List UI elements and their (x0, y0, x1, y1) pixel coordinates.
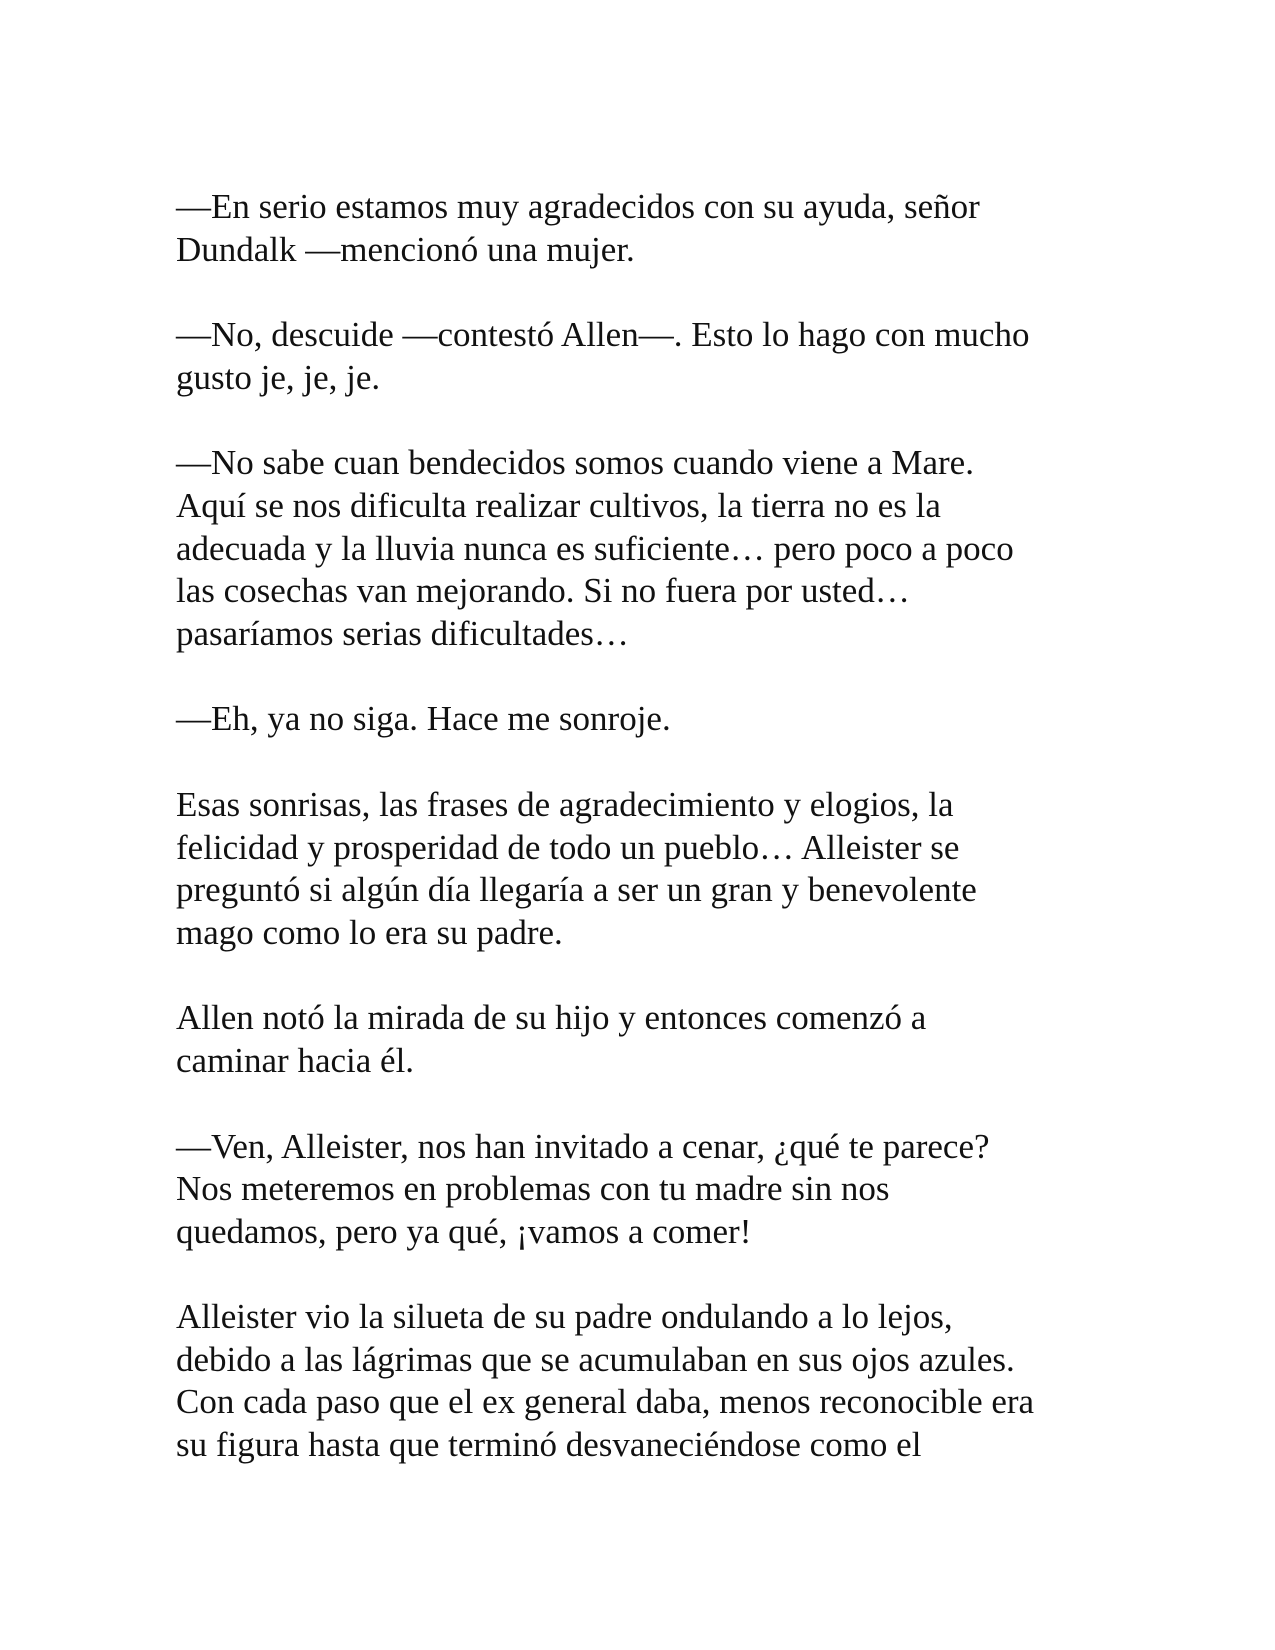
text-line: caminar hacia él. (176, 1040, 415, 1080)
text-line: —No sabe cuan bendecidos somos cuando viene a Mare. (176, 443, 974, 483)
paragraph-5 (176, 784, 1111, 954)
text-line: mago como lo era su padre. (176, 912, 563, 952)
text-line: Aquí se nos dificulta realizar cultivos, la tierra no es la (176, 485, 941, 525)
text-line: Esas sonrisas, las frases de agradecimiento y elogios, la (176, 784, 954, 824)
paragraph-2 (176, 314, 1111, 399)
text-line: Alleister vio la silueta de su padre ondulando a lo lejos, (176, 1297, 953, 1337)
text-line: Dundalk —mencionó una mujer. (176, 229, 635, 269)
text-line: quedamos, pero ya qué, ¡vamos a comer! (176, 1211, 752, 1251)
text-line: Con cada paso que el ex general daba, menos reconocible era (176, 1382, 1035, 1422)
body-text (176, 186, 1111, 1510)
text-line: preguntó si algún día llegaría a ser un gran y benevolente (176, 870, 977, 910)
text-line: su figura hasta que terminó desvaneciéndose como el (176, 1425, 922, 1465)
text-line: debido a las lágrimas que se acumulaban en sus ojos azules. (176, 1339, 1015, 1379)
paragraph-3 (176, 442, 1111, 655)
text-line: adecuada y la lluvia nunca es suficiente… pero poco a poco (176, 528, 1014, 568)
text-line: —Eh, ya no siga. Hace me sonroje. (176, 699, 671, 739)
text-line: gusto je, je, je. (176, 357, 381, 397)
text-line: pasaríamos serias dificultades… (176, 613, 629, 653)
text-line: felicidad y prosperidad de todo un pueblo… Alleister se (176, 827, 960, 867)
paragraph-8 (176, 1296, 1111, 1466)
text-line: —En serio estamos muy agradecidos con su ayuda, señor (176, 187, 980, 226)
paragraph-4 (176, 698, 1111, 741)
paragraph-6 (176, 997, 1111, 1082)
paragraph-1 (176, 186, 1111, 271)
text-line: Allen notó la mirada de su hijo y entonces comenzó a (176, 998, 927, 1038)
text-line: —No, descuide —contestó Allen—. Esto lo hago con mucho (176, 315, 1030, 355)
text-line: —Ven, Alleister, nos han invitado a cenar, ¿qué te parece? (176, 1126, 990, 1166)
text-line: las cosechas van mejorando. Si no fuera por usted… (176, 571, 910, 611)
text-line: Nos meteremos en problemas con tu madre sin nos (176, 1169, 890, 1209)
paragraph-7 (176, 1126, 1111, 1254)
